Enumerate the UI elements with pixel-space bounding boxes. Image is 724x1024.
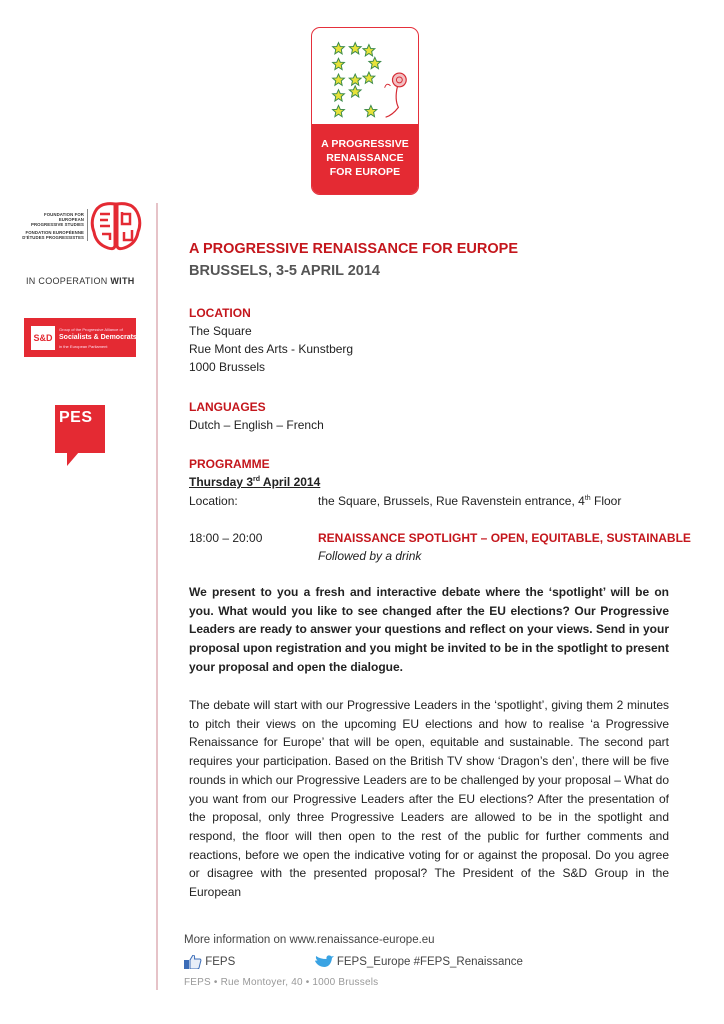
feps-address: FEPS • Rue Montoyer, 40 • 1000 Brussels [184,977,379,988]
programme-location-value [318,492,621,510]
location-line: Rue Mont des Arts - Kunstberg [189,342,354,356]
feps-name [20,212,84,240]
session-title: RENAISSANCE SPOTLIGHT – OPEN, EQUITABLE, SUSTAINABLE [318,531,691,545]
twitter-link[interactable]: FEPS_Europe #FEPS_Renaissance [336,956,523,969]
location-heading: LOCATION [189,306,251,320]
day-text: April 2014 [260,475,321,489]
day-text: Thursday 3 [189,475,254,489]
sd-group-logo [24,318,136,357]
sd-line: Socialists & Democrats [59,334,137,341]
languages-heading: LANGUAGES [189,400,266,414]
facebook-like-icon [184,955,202,969]
pes-text: PES [59,409,93,426]
location-line: 1000 Brussels [189,360,266,374]
feps-name-line: D'ÉTUDES PROGRESSISTES [22,234,84,240]
logo-line: FOR EUROPE [329,166,401,178]
sd-line: Group of the Progressive Alliance of [59,327,123,332]
sd-line: in the European Parliament [59,344,108,349]
location-value-text: the Square, Brussels, Rue Ravenstein entrance, 4 [318,494,585,508]
cooperation-label [26,276,135,286]
page-title: A PROGRESSIVE RENAISSANCE FOR EUROPE [189,241,518,257]
renaissance-logo [311,27,419,195]
session-note: Followed by a drink [318,549,422,563]
vertical-divider [156,203,158,990]
languages-value: Dutch – English – French [189,418,324,432]
location-line: The Square [189,324,252,338]
day-sup: rd [253,476,261,483]
feps-name-line: FOUNDATION FOR EUROPEAN [44,212,84,223]
pes-speech-tail [67,452,79,466]
feps-name-line: FONDATION EUROPÉENNE [25,229,84,235]
logo-line: A PROGRESSIVE [321,138,409,150]
location-value-sup: th [584,495,591,502]
cooperation-prefix: IN COOPERATION [26,276,108,286]
feps-brain-logo-icon [90,200,142,252]
location-value-text: Floor [590,494,622,508]
programme-location-label: Location: [189,494,238,508]
description-paragraph: The debate will start with our Progressive Leaders in the ‘spotlight’, giving them 2 minutes to pitch their views on the upcoming EU elections and how to realise ‘a Progressive Renaissance for Europe’ that will be open, equitable and sustainable. The second part requires your participation. Based on the British TV show ‘Dragon’s den’, there will be five rounds in which our Progressive Leaders are to be challenged by your proposal – What do you want from our Progressive Leaders after the EU elections? After the presentation of the proposal, only three Progressive Leaders are allowed to be in the spotlight and respond, the floor will then open to the rest of the public for further comments and reactions, before we open the indicative voting for or against the proposal. Do you agree or disagree with the presented proposal? The President of the S&D Group in the European [189,698,669,900]
logo-line: RENAISSANCE [326,152,404,164]
feps-separator [87,209,88,241]
programme-heading: PROGRAMME [189,457,270,471]
sd-abbr: S&D [31,326,55,350]
feps-name-line: PROGRESSIVE STUDIES [31,222,84,228]
twitter-bird-icon [314,955,334,969]
more-info-link[interactable]: More information on www.renaissance-europe.eu [184,934,435,946]
session-time: 18:00 – 20:00 [189,531,263,545]
social-links [184,955,523,969]
programme-day [189,473,320,491]
pes-logo [55,405,105,453]
logo-band [312,124,418,194]
page-subtitle: BRUSSELS, 3-5 APRIL 2014 [189,263,380,279]
eu-stars-rose-icon [312,28,418,123]
facebook-link[interactable]: FEPS [205,956,236,969]
cooperation-suffix: WITH [110,276,135,286]
intro-paragraph: We present to you a fresh and interactive debate where the ‘spotlight’ will be on you. What would you like to see changed after the EU elections? Our Progressive Leaders are ready to answer your questions and reflect on your views. Send in your proposal upon registration and you might be invited to be in the spotlight to present your proposal and open the dialogue. [189,585,670,674]
